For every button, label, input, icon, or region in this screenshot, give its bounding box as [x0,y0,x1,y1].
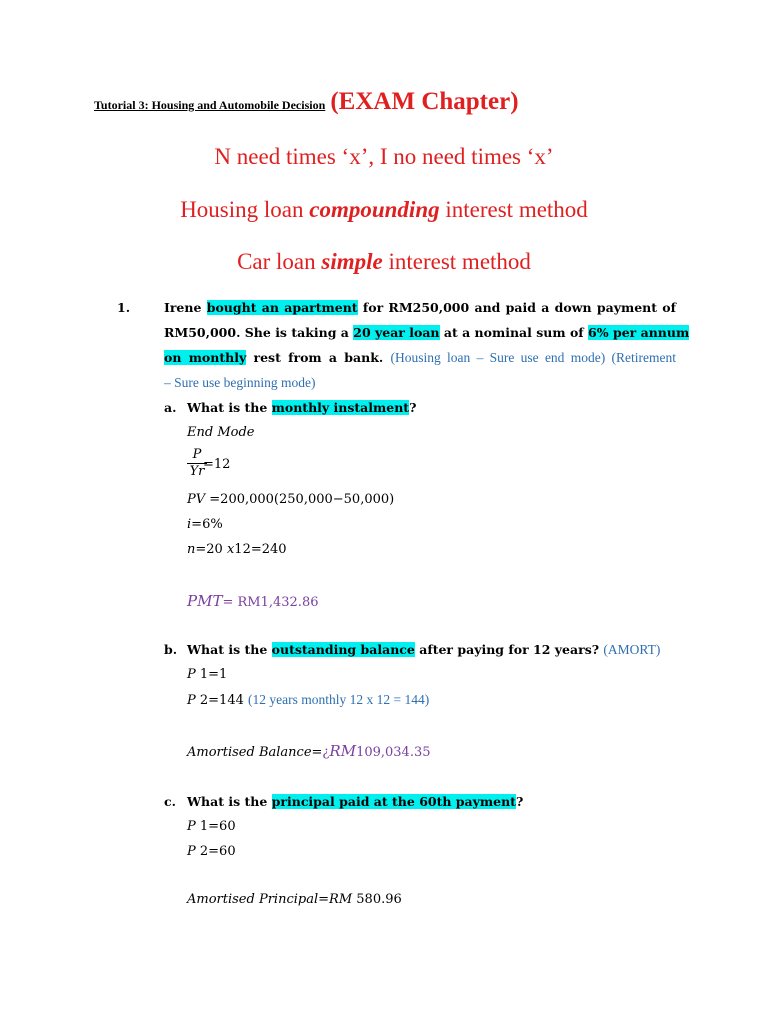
pmt-answer: PMT= RM1,432.86 [187,592,319,610]
end-mode-label: End Mode [187,425,255,440]
p1-line-c: P 1=60 [187,819,236,834]
n-line: n=20 x12=240 [187,542,287,557]
p-over-yr-fraction: P Yr [187,447,207,480]
py-value: =12 [203,457,231,472]
amortised-balance-answer: Amortised Balance=¿RM109,034.35 [187,742,431,760]
pv-line: PV =200,000(250,000−50,000) [187,492,395,507]
part-a-question: a. What is the monthly instalment? [164,400,417,415]
rule-line-1: N need times ‘x’, I no need times ‘x’ [214,144,554,169]
p2-line-c: P 2=60 [187,844,236,859]
p1-line-b: P 1=1 [187,667,228,682]
tutorial-title: Tutorial 3: Housing and Automobile Decision [94,98,326,112]
exam-chapter-label: (EXAM Chapter) [330,88,519,115]
i-line: i=6% [187,517,223,532]
question-number: 1. [117,300,131,315]
rule-line-2: Housing loan compounding interest method [180,197,588,222]
rule-line-3: Car loan simple interest method [237,249,531,274]
header [94,88,519,116]
part-b-question: b. What is the outstanding balance after paying for 12 years? (AMORT) [164,642,661,657]
part-c-question: c. What is the principal paid at the 60th payment? [164,794,524,809]
p2-line-b: P 2=144 (12 years monthly 12 x 12 = 144) [187,692,430,708]
question-text: Irene bought an apartment for RM250,000 and paid a down payment of RM50,000. She is taking a 20 year loan at a nominal sum of 6% per annum on monthly rest from a bank. (Housing loan – Sure use end mode) (Retirement – Sure use beginning mode) [164,300,690,390]
amortised-principal-answer: Amortised Principal=RM 580.96 [187,892,402,907]
